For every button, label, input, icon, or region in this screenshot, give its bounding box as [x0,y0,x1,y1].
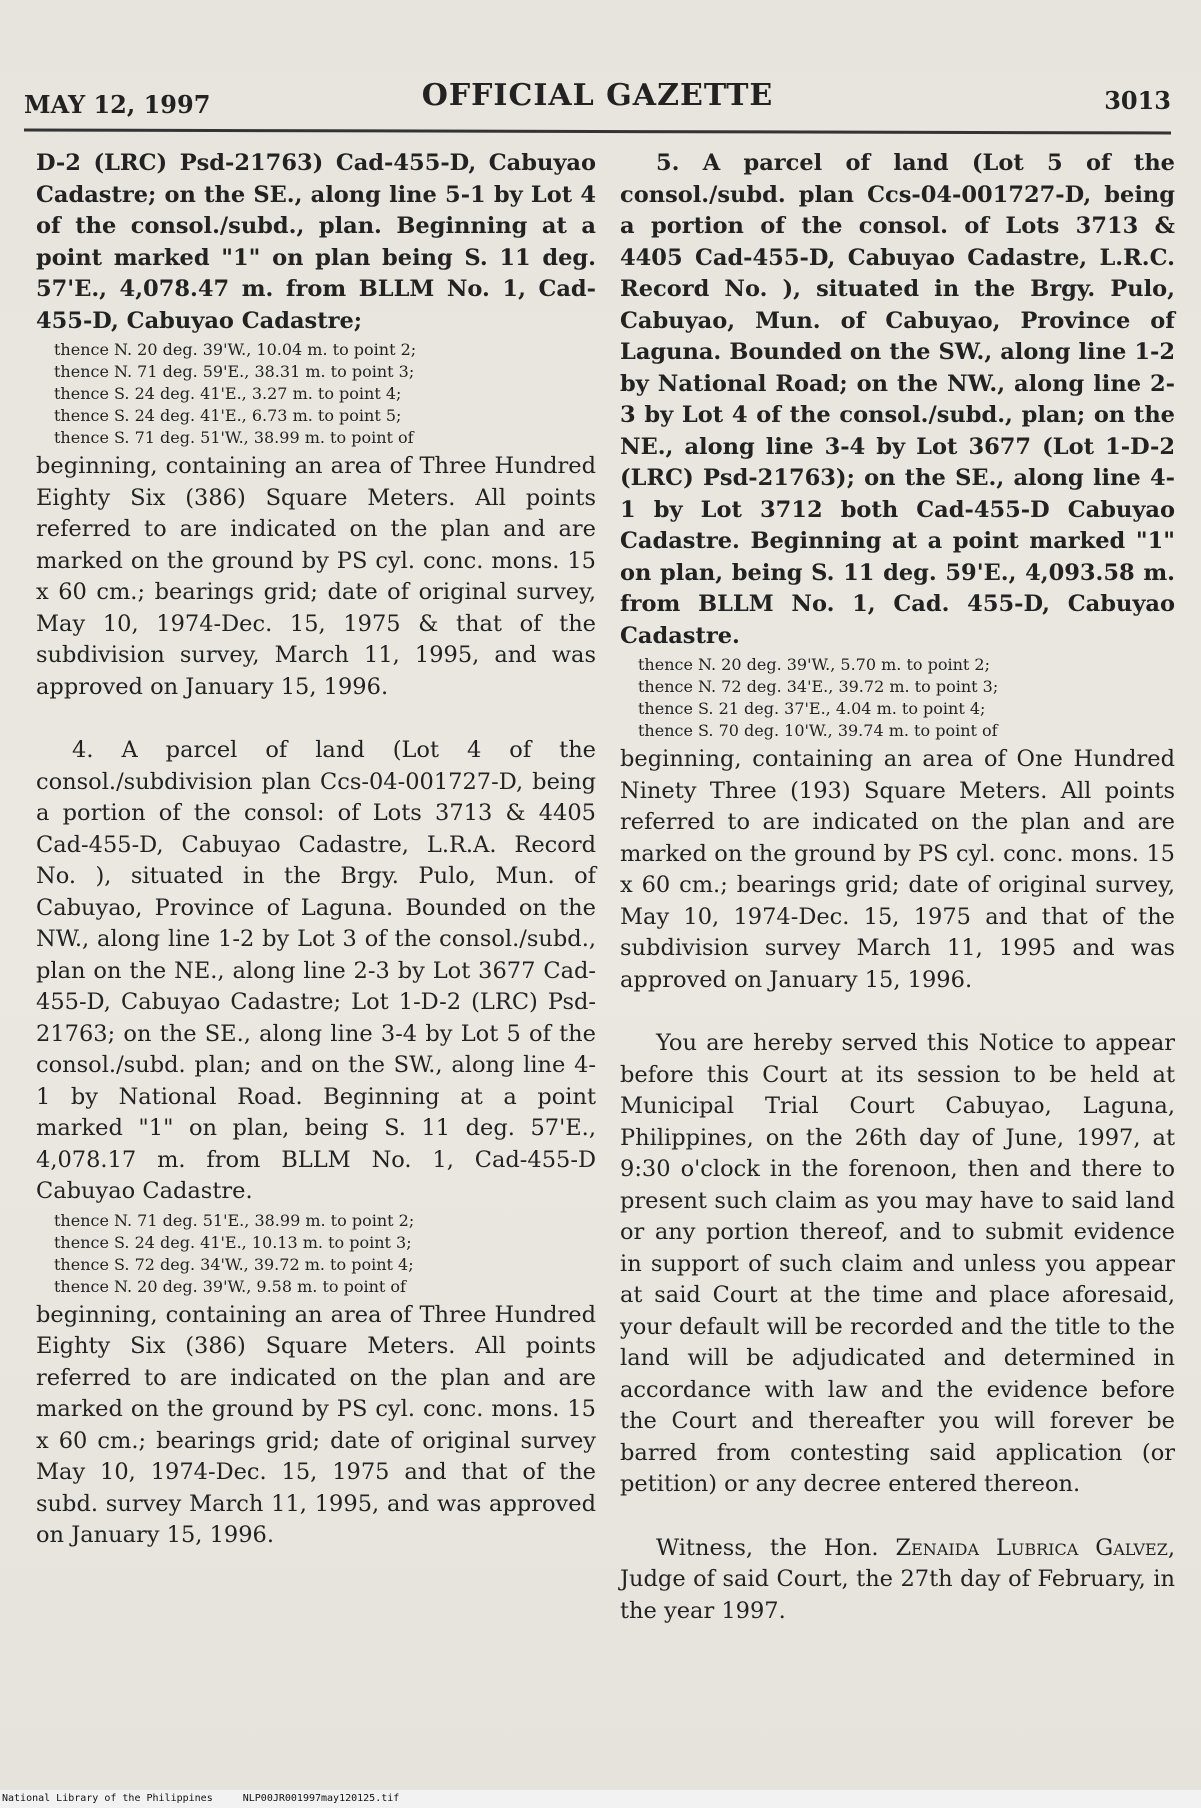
lot5-bearings [638,654,1175,742]
header-rule [24,128,1171,134]
publication-title: OFFICIAL GAZETTE [421,78,774,113]
witness-closing: , Judge of said Court, the 27th day of February, in the year 1997. [620,1534,1175,1624]
notice-paragraph: You are hereby served this Notice to appear before this Court at its session to be held at Municipal Trial Court Cabuyao, Laguna, Philippines, on the 26th day of June, 1997, at 9:30 o'clock in the forenoon, then and there to present such claim as you may have to said land or any portion thereof, and to submit evidence in support of such claim and unless you appear at said Court at the time and place aforesaid, your default will be recorded and the title to the land will be adjudicated and determined in accordance with law and the evidence before the Court and thereafter you will forever be barred from contesting said application (or petition) or any decree entered thereon. [620,1030,1175,1497]
bearing-line: thence S. 24 deg. 41'E., 6.73 m. to point 5; [54,406,402,425]
page-number: 3013 [1104,86,1171,115]
scan-footer [0,1790,1201,1808]
library-credit: National Library of the Philippines [2,1793,213,1804]
bearing-line: thence S. 70 deg. 10'W., 39.74 m. to point of [638,721,998,740]
lot5-area-statement: beginning, containing an area of One Hundred Ninety Three (193) Square Meters. All points referred to are indicated on the plan and are marked on the ground by PS cyl. conc. mons. 15 x 60 cm.; bearings grid; date of original survey, May 10, 1974-Dec. 15, 1975 and that of the subdivision survey March 11, 1995 and was approved on January 15, 1996. [620,746,1175,993]
right-column [620,148,1175,1627]
page-header [24,78,1171,128]
bearing-line: thence N. 20 deg. 39'W., 9.58 m. to point of [54,1276,406,1296]
scan-filename: NLP00JR001997may120125.tif [242,1793,400,1804]
bearing-line: thence S. 21 deg. 37'E., 4.04 m. to point 4; [638,699,986,718]
judge-name: Zenaida Lubrica Galvez [895,1534,1168,1561]
lot4-area-statement: beginning, containing an area of Three Hundred Eighty Six (386) Square Meters. All points referred to are indicated on the plan and are marked on the ground by PS cyl. conc. mons. 15 x 60 cm.; bearings grid; date of original survey May 10, 1974-Dec. 15, 1975 and that of the subd. survey March 11, 1995, and was approved on January 15, 1996. [36,1301,596,1548]
bearing-line: thence S. 72 deg. 34'W., 39.72 m. to point 4; [54,1254,414,1274]
lot4-description: 4. A parcel of land (Lot 4 of the consol./subdivision plan Ccs-04-001727-D, being a portion of the consol: of Lots 3713 & 4405 Cad-455-D, Cabuyao Cadastre, L.R.A. Record No. ), situated in the Brgy. Pulo, Mun. of Cabuyao, Province of Laguna. Bounded on the NW., along line 1-2 by Lot 3 of the consol./subd., plan on the NE., along line 2-3 by Lot 3677 Cad- 455-D, Cabuyao Cadastre; Lot 1-D-2 (LRC) Psd-21763; on the SE., along line 3-4 by Lot 5 of the consol./subd. plan; and on the SW., along line 4-1 by National Road. Beginning at a point marked "1" on plan, being S. 11 deg. 57'E., 4,078.17 m. from BLLM No. 1, Cad-455-D Cabuyao Cadastre. [36,737,596,1204]
left-column [36,148,596,1552]
bearing-line: thence N. 20 deg. 39'W., 10.04 m. to point 2; [54,340,417,359]
bearing-line: thence S. 24 deg. 41'E., 3.27 m. to point 4; [54,384,402,403]
bearing-line: thence N. 20 deg. 39'W., 5.70 m. to point 2; [638,655,990,674]
bearing-line: thence S. 71 deg. 51'W., 38.99 m. to point of [54,428,414,447]
lot3-area-statement: beginning, containing an area of Three Hundred Eighty Six (386) Square Meters. All points referred to are indicated on the plan and are marked on the ground by PS cyl. conc. mons. 15 x 60 cm.; bearings grid; date of original survey, May 10, 1974-Dec. 15, 1975 & that of the subdivision survey, March 11, 1995, and was approved on January 15, 1996. [36,453,596,700]
lot4-bearings [54,1210,596,1298]
witness-paragraph [620,1533,1175,1628]
issue-date: MAY 12, 1997 [24,90,211,119]
bearing-line: thence N. 72 deg. 34'E., 39.72 m. to point 3; [638,677,999,696]
witness-intro: Witness, the Hon. [656,1534,896,1561]
lot3-description-continued: D-2 (LRC) Psd-21763) Cad-455-D, Cabuyao Cadastre; on the SE., along line 5-1 by Lot 4 of the consol./subd., plan. Beginning at a point marked "1" on plan being S. 11 deg. 57'E., 4,078.47 m. from BLLM No. 1, Cad-455-D, Cabuyao Cadastre; [36,150,596,334]
bearing-line: thence N. 71 deg. 59'E., 38.31 m. to point 3; [54,362,415,381]
bearing-line: thence N. 71 deg. 51'E., 38.99 m. to point 2; [54,1210,415,1230]
lot5-description: 5. A parcel of land (Lot 5 of the consol./subd. plan Ccs-04-001727-D, being a portion of the consol. of Lots 3713 & 4405 Cad-455-D, Cabuyao Cadastre, L.R.C. Record No. ), situated in the Brgy. Pulo, Cabuyao, Mun. of Cabuyao, Province of Laguna. Bounded on the SW., along line 1-2 by National Road; on the NW., along line 2-3 by Lot 4 of the consol./subd., plan; on the NE., along line 3-4 by Lot 3677 (Lot 1-D-2 (LRC) Psd-21763); on the SE., along line 4-1 by Lot 3712 both Cad-455-D Cabuyao Cadastre. Beginning at a point marked "1" on plan, being S. 11 deg. 59'E., 4,093.58 m. from BLLM No. 1, Cad. 455-D, Cabuyao Cadastre. [620,150,1175,649]
lot3-bearings [54,339,596,449]
bearing-line: thence S. 24 deg. 41'E., 10.13 m. to point 3; [54,1232,412,1252]
